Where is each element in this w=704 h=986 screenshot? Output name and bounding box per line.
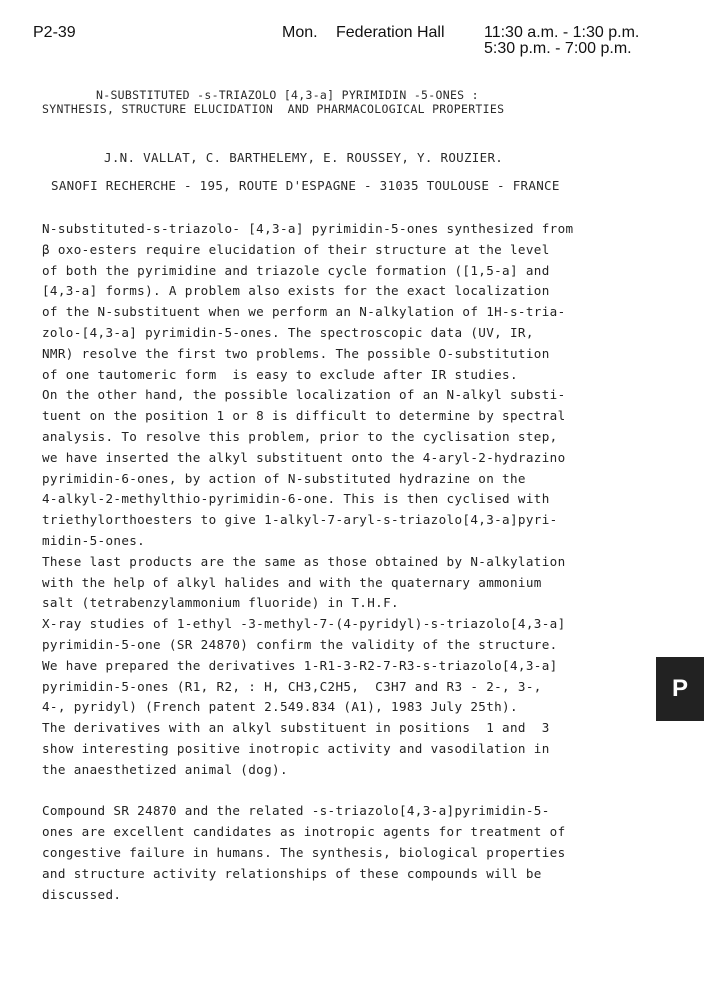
body-line: pyrimidin-6-ones, by action of N-substituted hydrazine on the (42, 470, 526, 486)
body-line: salt (tetrabenzylammonium fluoride) in T.H.F. (42, 595, 399, 611)
section-tab: P (656, 657, 704, 721)
body-line: 4-, pyridyl) (French patent 2.549.834 (A1), 1983 July 25th). (42, 699, 518, 715)
session-time-2: 5:30 p.m. - 7:00 p.m. (484, 40, 632, 57)
body-line: [4,3-a] forms). A problem also exists for the exact localization (42, 283, 550, 299)
body-line: X-ray studies of 1-ethyl -3-methyl-7-(4-pyridyl)-s-triazolo[4,3-a] (42, 616, 566, 632)
body-line: congestive failure in humans. The synthesis, biological properties (42, 845, 566, 860)
body-line: These last products are the same as those obtained by N-alkylation (42, 553, 566, 569)
body-line: of the N-substituent when we perform an N-alkylation of 1H-s-tria- (42, 304, 566, 320)
body-line: Compound SR 24870 and the related -s-triazolo[4,3-a]pyrimidin-5- (42, 803, 550, 819)
session-day: Mon. (282, 24, 318, 41)
session-time-1: 11:30 a.m. - 1:30 p.m. (484, 24, 640, 41)
body-line: we have inserted the alkyl substituent onto the 4-aryl-2-hydrazino (42, 449, 566, 465)
body-line: show interesting positive inotropic activity and vasodilation in (42, 741, 550, 756)
title-line-1: N-SUBSTITUTED -s-TRIAZOLO [4,3-a] PYRIMIDIN -5-ONES : (96, 88, 479, 102)
affiliation: SANOFI RECHERCHE - 195, ROUTE D'ESPAGNE - 31035 TOULOUSE - FRANCE (51, 178, 560, 193)
body-line: with the help of alkyl halides and with the quaternary ammonium (42, 574, 542, 590)
body-line: The derivatives with an alkyl substituent in positions 1 and 3 (42, 720, 550, 736)
authors: J.N. VALLAT, C. BARTHELEMY, E. ROUSSEY, Y. ROUZIER. (104, 150, 504, 165)
body-line: pyrimidin-5-one (SR 24870) confirm the validity of the structure. (42, 637, 558, 652)
body-line: pyrimidin-5-ones (R1, R2, : H, CH3,C2H5, C3H7 and R3 - 2-, 3-, (42, 678, 542, 694)
body-line: β oxo-esters require elucidation of their structure at the level (42, 241, 550, 257)
body-line: On the other hand, the possible localization of an N-alkyl substi- (42, 387, 566, 403)
session-code: P2-39 (33, 24, 76, 41)
body-line: midin-5-ones. (42, 533, 146, 548)
title-line-2: SYNTHESIS, STRUCTURE ELUCIDATION AND PHARMACOLOGICAL PROPERTIES (42, 102, 505, 116)
body-line: triethylorthoesters to give 1-alkyl-7-aryl-s-triazolo[4,3-a]pyri- (42, 512, 558, 528)
body-line: ones are excellent candidates as inotropic agents for treatment of (42, 824, 566, 840)
body-line: We have prepared the derivatives 1-R1-3-R2-7-R3-s-triazolo[4,3-a] (42, 657, 558, 673)
body-line: the anaesthetized animal (dog). (42, 761, 288, 777)
body-line: and structure activity relationships of these compounds will be (42, 865, 542, 881)
body-line: N-substituted-s-triazolo- [4,3-a] pyrimidin-5-ones synthesized from (42, 221, 574, 236)
body-line: 4-alkyl-2-methylthio-pyrimidin-6-one. This is then cyclised with (42, 491, 550, 507)
body-line: of both the pyrimidine and triazole cycle formation ([1,5-a] and (42, 262, 550, 278)
body-line: NMR) resolve the first two problems. The possible O-substitution (42, 345, 550, 361)
body-line: analysis. To resolve this problem, prior to the cyclisation step, (42, 429, 558, 444)
body-line: zolo-[4,3-a] pyrimidin-5-ones. The spectroscopic data (UV, IR, (42, 325, 534, 340)
body-line: discussed. (42, 886, 122, 902)
body-line: tuent on the position 1 or 8 is difficult to determine by spectral (42, 408, 566, 424)
session-venue: Federation Hall (336, 24, 445, 41)
body-line: of one tautomeric form is easy to exclude after IR studies. (42, 366, 518, 382)
